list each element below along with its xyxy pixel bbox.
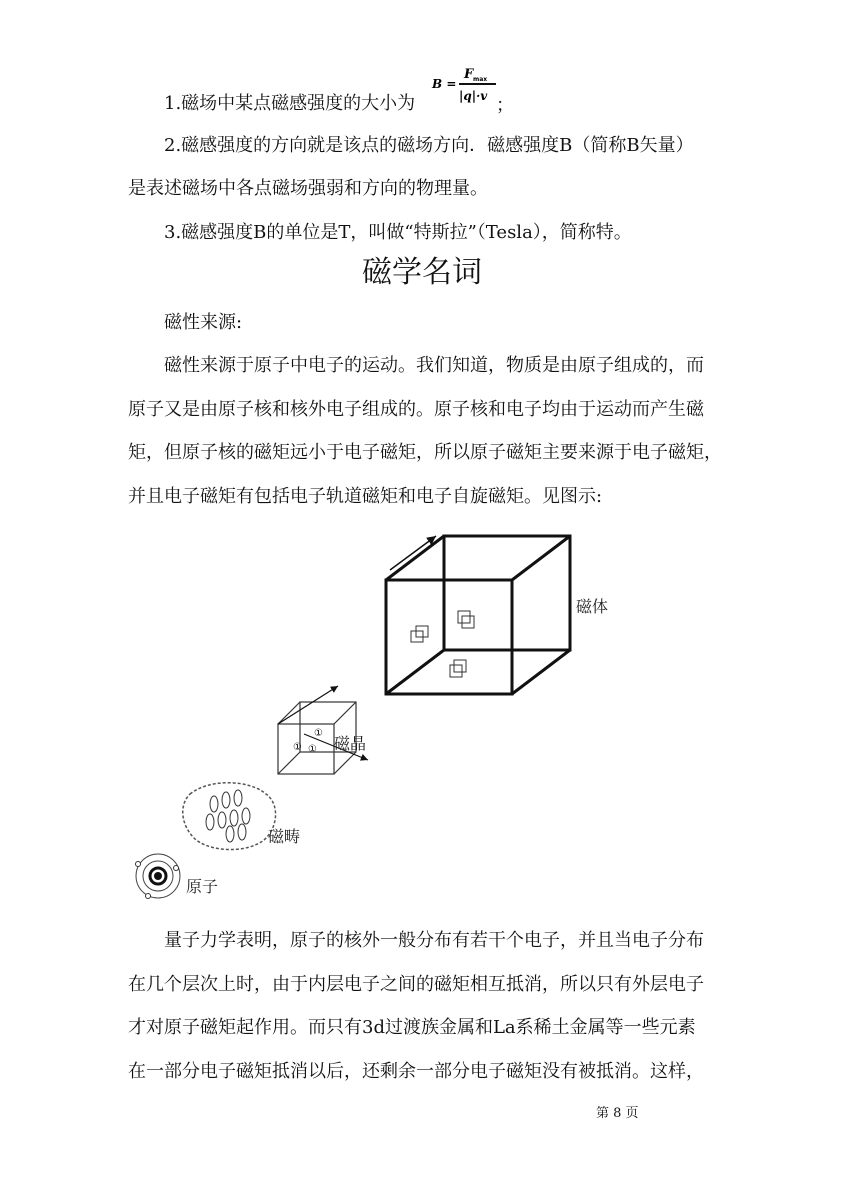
crystal-mark-2: ① (293, 742, 302, 753)
item-2-line-1: 2.磁感强度的方向就是该点的磁场方向．磁感强度B（简称B矢量） (164, 135, 694, 156)
atom-drawing (136, 854, 181, 899)
domain-spins (206, 790, 250, 842)
label-magnet: 磁体 (576, 597, 609, 616)
paragraph-1-line-4: 并且电子磁矩有包括电子轨道磁矩和电子自旋磁矩。见图示: (128, 486, 603, 507)
figure-svg (128, 528, 668, 908)
crystal-mark-3: ① (308, 744, 317, 755)
magnet-cube-drawing (386, 536, 570, 694)
formula-lhs: B = (432, 77, 457, 91)
label-domain: 磁畴 (268, 827, 301, 846)
paragraph-2-line-3: 才对原子磁矩起作用。而只有3d过渡族金属和La系稀土金属等一些元素 (128, 1017, 696, 1038)
subheading-magnetism-source: 磁性来源: (164, 312, 243, 333)
paragraph-2-line-2: 在几个层次上时，由于内层电子之间的磁矩相互抵消，所以只有外层电子 (128, 974, 704, 995)
paragraph-2-line-4: 在一部分电子磁矩抵消以后，还剩余一部分电子磁矩没有被抵消。这样， (128, 1061, 704, 1082)
paragraph-2-line-1: 量子力学表明，原子的核外一般分布有若干个电子，并且当电子分布 (164, 930, 704, 951)
paragraph-1-line-3: 矩，但原子核的磁矩远小于电子磁矩，所以原子磁矩主要来源于电子磁矩， (128, 442, 722, 463)
label-crystal: 磁晶 (334, 734, 367, 753)
item-1-suffix: ； (496, 95, 514, 116)
item-2-line-2: 是表述磁场中各点磁场强弱和方向的物理量。 (128, 178, 488, 199)
item-1-prefix: 1.磁场中某点磁感强度的大小为 (164, 93, 416, 114)
section-title: 磁学名词 (362, 255, 482, 290)
formula-numerator-sub: max (473, 76, 488, 83)
label-atom: 原子 (186, 877, 219, 896)
magnetism-hierarchy-figure (128, 528, 668, 908)
paragraph-1-line-1: 磁性来源于原子中电子的运动。我们知道，物质是由原子组成的，而 (164, 355, 704, 376)
item-3-text: 3.磁感强度B的单位是T，叫做“特斯拉”（Tesla），简称特。 (164, 222, 632, 243)
page-number: 第 8 页 (596, 1106, 639, 1121)
domain-blob (183, 783, 276, 850)
crystal-mark-1: ① (314, 728, 323, 739)
paragraph-1-line-2: 原子又是由原子核和核外电子组成的。原子核和电子均由于运动而产生磁 (128, 399, 704, 420)
formula-b-equation (430, 62, 500, 112)
formula-denominator: |q|·v (459, 89, 488, 103)
magnet-axis-arrow (390, 536, 436, 570)
item-1-text (164, 92, 415, 116)
formula-numerator: F (464, 67, 474, 82)
crystal-arrow-up (278, 686, 338, 724)
